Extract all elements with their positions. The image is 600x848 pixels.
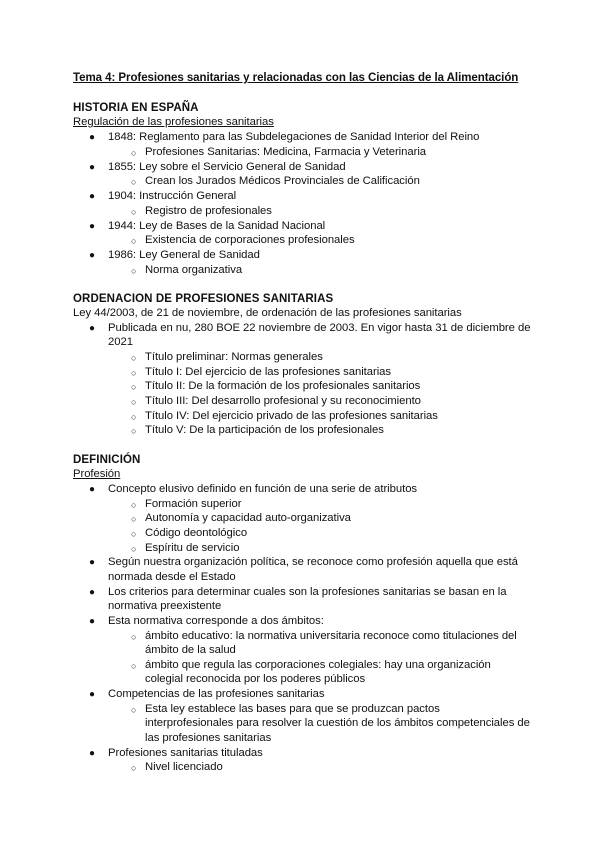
list-item: Esta normativa corresponde a dos ámbitos: <box>108 615 324 627</box>
circle-bullet-icon: ○ <box>131 353 137 363</box>
bullet-icon: ● <box>89 587 95 598</box>
circle-bullet-icon: ○ <box>131 705 137 715</box>
document-title: Tema 4: Profesiones sanitarias y relacionadas con las Ciencias de la Alimentación <box>73 72 519 84</box>
list-subitem: Nivel licenciado <box>145 761 223 773</box>
list-subitem: Existencia de corporaciones profesionales <box>145 234 355 246</box>
circle-bullet-icon: ○ <box>131 382 137 392</box>
list-subitem: Título V: De la participación de los profesionales <box>145 424 384 436</box>
circle-bullet-icon: ○ <box>131 207 137 217</box>
list-subitem-continuation: las profesiones sanitarias <box>145 732 272 744</box>
bullet-icon: ● <box>89 191 95 202</box>
list-item-continuation: normada desde el Estado <box>108 571 236 583</box>
bullet-icon: ● <box>89 323 95 334</box>
bullet-icon: ● <box>89 616 95 627</box>
ordenacion-intro: Ley 44/2003, de 21 de noviembre, de ordenación de las profesiones sanitarias <box>73 307 462 319</box>
circle-bullet-icon: ○ <box>131 266 137 276</box>
bullet-icon: ● <box>89 484 95 495</box>
list-item: 1986: Ley General de Sanidad <box>108 249 260 261</box>
circle-bullet-icon: ○ <box>131 177 137 187</box>
list-subitem: Título II: De la formación de los profesionales sanitarios <box>145 380 421 392</box>
list-subitem: Código deontológico <box>145 527 248 539</box>
list-item: 1855: Ley sobre el Servicio General de Sanidad <box>108 161 346 173</box>
circle-bullet-icon: ○ <box>131 544 137 554</box>
bullet-icon: ● <box>89 250 95 261</box>
list-item: 1904: Instrucción General <box>108 190 237 202</box>
circle-bullet-icon: ○ <box>131 368 137 378</box>
circle-bullet-icon: ○ <box>131 500 137 510</box>
section-heading-definicion: DEFINICIÓN <box>73 454 141 466</box>
circle-bullet-icon: ○ <box>131 426 137 436</box>
list-subitem: Formación superior <box>145 498 242 510</box>
list-item-continuation: normativa preexistente <box>108 600 222 612</box>
circle-bullet-icon: ○ <box>131 236 137 246</box>
list-subitem: Título preliminar: Normas generales <box>145 351 323 363</box>
list-subitem-continuation: ámbito de la salud <box>145 644 236 656</box>
section-heading-ordenacion: ORDENACION DE PROFESIONES SANITARIAS <box>73 293 334 305</box>
list-item: 1944: Ley de Bases de la Sanidad Nacional <box>108 220 326 232</box>
list-subitem: Registro de profesionales <box>145 205 272 217</box>
list-subitem: ámbito que regula las corporaciones colegiales: hay una organización <box>145 659 491 671</box>
list-subitem: Norma organizativa <box>145 264 243 276</box>
list-subitem: ámbito educativo: la normativa universitaria reconoce como titulaciones del <box>145 630 517 642</box>
subheading-profesion: Profesión <box>73 468 121 480</box>
circle-bullet-icon: ○ <box>131 514 137 524</box>
list-item: Profesiones sanitarias tituladas <box>108 747 263 759</box>
list-subitem: Esta ley establece las bases para que se produzcan pactos <box>145 703 440 715</box>
circle-bullet-icon: ○ <box>131 412 137 422</box>
list-item: Concepto elusivo definido en función de una serie de atributos <box>108 483 418 495</box>
circle-bullet-icon: ○ <box>131 148 137 158</box>
list-subitem: Crean los Jurados Médicos Provinciales de Calificación <box>145 175 420 187</box>
bullet-icon: ● <box>89 162 95 173</box>
list-subitem: Título IV: Del ejercicio privado de las profesiones sanitarias <box>145 410 438 422</box>
section-heading-historia: HISTORIA EN ESPAÑA <box>73 102 199 114</box>
list-subitem: Espíritu de servicio <box>145 542 240 554</box>
list-item: Competencias de las profesiones sanitarias <box>108 688 325 700</box>
list-subitem: Título III: Del desarrollo profesional y su reconocimiento <box>145 395 421 407</box>
list-item: Según nuestra organización política, se reconoce como profesión aquella que está <box>108 556 518 568</box>
circle-bullet-icon: ○ <box>131 397 137 407</box>
list-subitem: Autonomía y capacidad auto-organizativa <box>145 512 351 524</box>
bullet-icon: ● <box>89 221 95 232</box>
list-subitem-continuation: interprofesionales para resolver la cuestión de los ámbitos competenciales de <box>145 717 530 729</box>
list-item: Publicada en nu, 280 BOE 22 noviembre de 2003. En vigor hasta 31 de diciembre de <box>108 322 531 334</box>
list-item: 1848: Reglamento para las Subdelegaciones de Sanidad Interior del Reino <box>108 131 480 143</box>
list-item: Los criterios para determinar cuales son la profesiones sanitarias se basan en la <box>108 586 507 598</box>
circle-bullet-icon: ○ <box>131 632 137 642</box>
circle-bullet-icon: ○ <box>131 529 137 539</box>
list-item-continuation: 2021 <box>108 336 133 348</box>
list-subitem: Título I: Del ejercicio de las profesiones sanitarias <box>145 366 391 378</box>
bullet-icon: ● <box>89 689 95 700</box>
bullet-icon: ● <box>89 132 95 143</box>
circle-bullet-icon: ○ <box>131 763 137 773</box>
circle-bullet-icon: ○ <box>131 661 137 671</box>
list-subitem-continuation: colegial reconocida por los poderes públicos <box>145 673 366 685</box>
subheading-regulacion: Regulación de las profesiones sanitarias <box>73 116 274 128</box>
bullet-icon: ● <box>89 557 95 568</box>
list-subitem: Profesiones Sanitarias: Medicina, Farmacia y Veterinaria <box>145 146 427 158</box>
bullet-icon: ● <box>89 748 95 759</box>
